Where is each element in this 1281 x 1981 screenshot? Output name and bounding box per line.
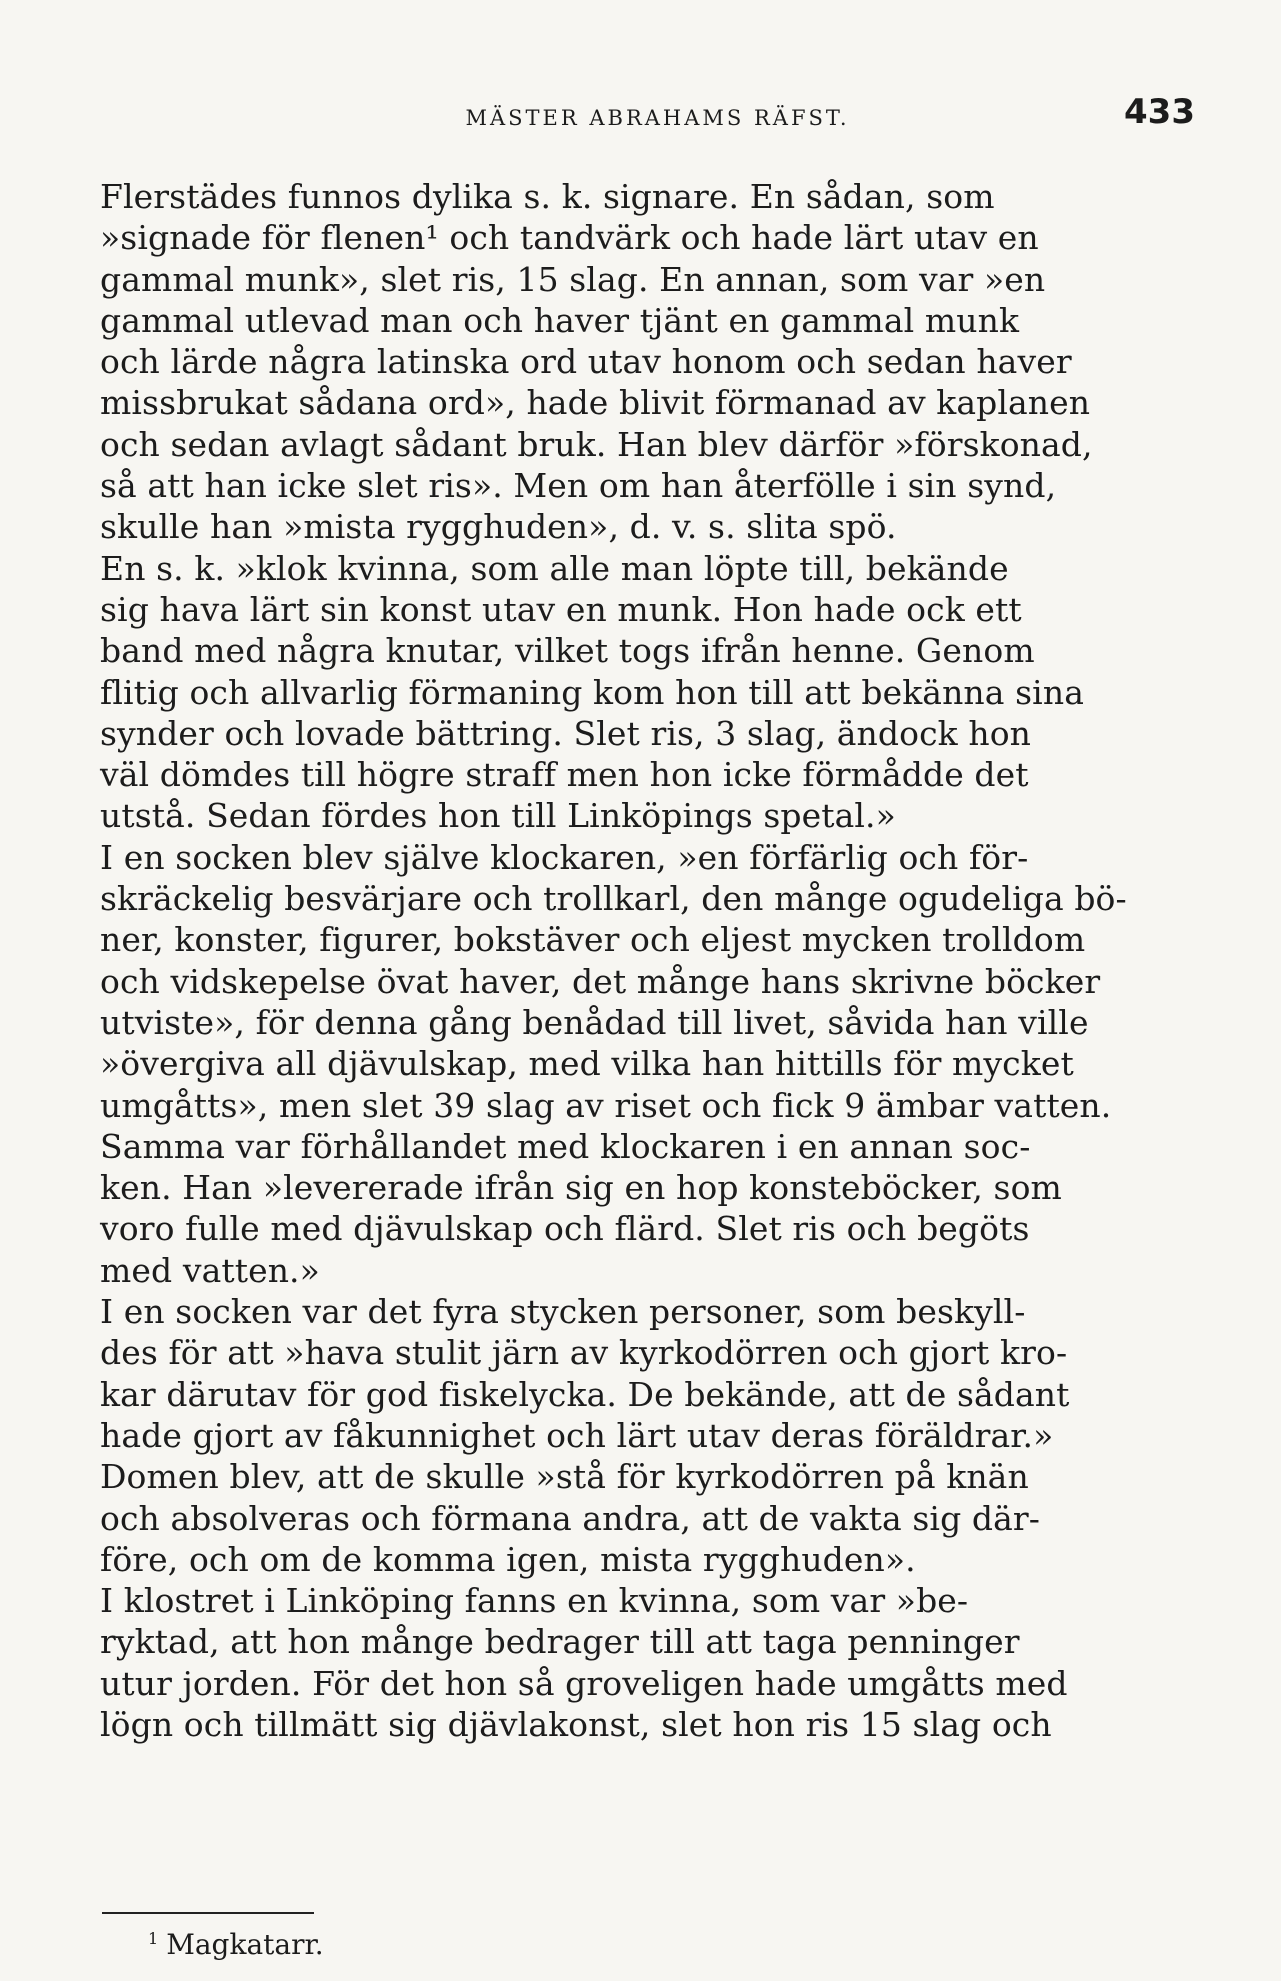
text-line: synder och lovade bättring. Slet ris, 3 slag, ändock hon [100, 713, 1032, 753]
text-line: väl dömdes till högre straff men hon icke förmådde det [100, 755, 1029, 795]
text-line: utstå. Sedan fördes hon till Linköpings spetal.» [100, 796, 896, 836]
text-line: skulle han »mista rygghuden», d. v. s. slita spö. [100, 507, 897, 547]
body-text [100, 176, 1215, 1745]
text-line: des för att »hava stulit järn av kyrkodörren och gjort kro- [100, 1333, 1068, 1373]
text-line: flitig och allvarlig förmaning kom hon till att bekänna sina [100, 672, 1084, 712]
text-line: lögn och tillmätt sig djävlakonst, slet hon ris 15 slag och [100, 1704, 1052, 1744]
text-line: med vatten.» [100, 1250, 320, 1290]
text-line: ken. Han »levererade ifrån sig en hop konsteböcker, som [100, 1168, 1062, 1208]
text-line: skräckelig besvärjare och trollkarl, den månge ogudeliga bö- [100, 879, 1127, 919]
text-line: En s. k. »klok kvinna, som alle man löpte till, bekände [100, 548, 1009, 588]
text-line: Domen blev, att de skulle »stå för kyrkodörren på knän [100, 1457, 1029, 1497]
footnote-rule [102, 1912, 314, 1914]
footnote [148, 1922, 324, 1962]
running-title: MÄSTER ABRAHAMS RÄFST. [465, 106, 850, 130]
text-line: gammal munk», slet ris, 15 slag. En annan, som var »en [100, 259, 1046, 299]
text-line: utur jorden. För det hon så groveligen hade umgåtts med [100, 1663, 1068, 1703]
text-line: så att han icke slet ris». Men om han återfölle i sin synd, [100, 466, 1057, 506]
text-line: före, och om de komma igen, mista rygghuden». [100, 1539, 916, 1579]
text-line: I en socken blev själve klockaren, »en förfärlig och för- [100, 837, 1029, 877]
text-line: och absolveras och förmana andra, att de vakta sig där- [100, 1498, 1041, 1538]
text-line: »övergiva all djävulskap, med vilka han hittills för mycket [100, 1044, 1074, 1084]
text-line: gammal utlevad man och haver tjänt en gammal munk [100, 300, 1020, 340]
text-line: och lärde några latinska ord utav honom och sedan haver [100, 342, 1072, 382]
page-number: 433 [1124, 92, 1195, 132]
text-line: umgåtts», men slet 39 slag av riset och fick 9 ämbar vatten. [100, 1085, 1112, 1125]
text-line: missbrukat sådana ord», hade blivit förmanad av kaplanen [100, 383, 1091, 423]
text-line: ner, konster, figurer, bokstäver och eljest mycken trolldom [100, 920, 1086, 960]
page [100, 88, 1215, 1745]
text-line: och sedan avlagt sådant bruk. Han blev därför »förskonad, [100, 424, 1093, 464]
text-line: hade gjort av fåkunnighet och lärt utav deras föräldrar.» [100, 1415, 1054, 1455]
text-line: ryktad, att hon månge bedrager till att taga penninger [100, 1622, 1020, 1662]
text-line: utviste», för denna gång benådad till livet, såvida han ville [100, 1002, 1089, 1042]
text-line: I klostret i Linköping fanns en kvinna, som var »be- [100, 1581, 969, 1621]
running-head [100, 88, 1215, 148]
text-line: band med några knutar, vilket togs ifrån henne. Genom [100, 631, 1035, 671]
footnote-text: Magkatarr. [166, 1928, 324, 1961]
text-line: I en socken var det fyra stycken personer, som beskyll- [100, 1292, 1026, 1332]
footnote-marker: 1 [148, 1929, 159, 1948]
text-line: sig hava lärt sin konst utav en munk. Hon hade ock ett [100, 589, 1022, 629]
text-line: »signade för flenen¹ och tandvärk och hade lärt utav en [100, 218, 1039, 258]
text-line: Samma var förhållandet med klockaren i en annan soc- [100, 1126, 1031, 1166]
text-line: och vidskepelse övat haver, det månge hans skrivne böcker [100, 961, 1101, 1001]
text-line: Flerstädes funnos dylika s. k. signare. En sådan, som [100, 177, 995, 216]
text-line: kar därutav för god fiskelycka. De bekände, att de sådant [100, 1374, 1070, 1414]
text-line: voro fulle med djävulskap och flärd. Slet ris och begöts [100, 1209, 1030, 1249]
